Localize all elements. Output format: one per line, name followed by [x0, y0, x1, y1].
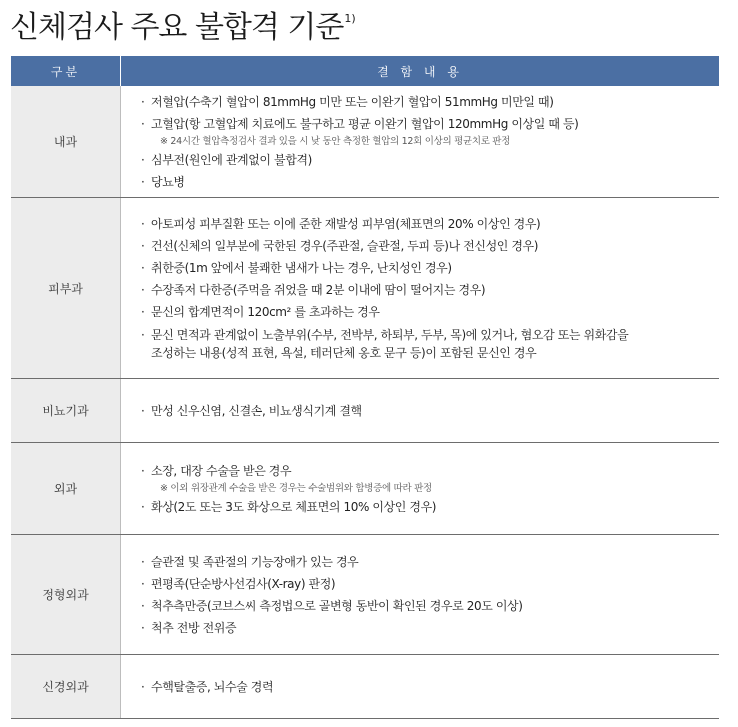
table-header: [11, 56, 719, 86]
list-item: · 척추측만증(코브스씨 측정법으로 골변형 동반이 확인된 경우로 20도 이상): [141, 598, 523, 613]
footnote-marker: 1): [344, 12, 356, 25]
list-item: · 당뇨병: [141, 174, 185, 189]
criteria-table: [11, 56, 719, 719]
table-row-urology: [11, 379, 719, 443]
list-item-continuation: 조성하는 내용(성적 표현, 욕설, 테러단체 옹호 문구 등)이 포함된 문신인 경우: [151, 346, 537, 360]
note: ※ 24시간 혈압측정검사 결과 있을 시 낮 동안 측정한 혈압의 12회 이상의 평균치로 판정: [160, 135, 511, 147]
row-category: 내과: [11, 86, 120, 197]
row-content: [121, 443, 719, 534]
row-category: 외과: [11, 443, 120, 534]
row-content: [121, 86, 719, 197]
list-item: · 소장, 대장 수술을 받은 경우: [141, 463, 292, 478]
table-row-internal-medicine: [11, 86, 719, 198]
note: ※ 이외 위장관계 수술을 받은 경우는 수술범위와 합병증에 따라 판정: [160, 482, 432, 494]
list-item: · 슬관절 및 족관절의 기능장애가 있는 경우: [141, 554, 359, 569]
row-content: [121, 198, 719, 378]
list-item: · 취한증(1m 앞에서 불쾌한 냄새가 나는 경우, 난치성인 경우): [141, 261, 452, 275]
header-category: 구분: [50, 64, 81, 79]
list-item: · 문신의 합계면적이 120cm² 를 초과하는 경우: [141, 305, 380, 319]
row-category: 비뇨기과: [11, 379, 120, 442]
row-content: [121, 535, 719, 654]
row-category: 정형외과: [11, 535, 120, 654]
list-item: · 수장족저 다한증(주먹을 쥐었을 때 2분 이내에 땀이 떨어지는 경우): [141, 283, 486, 297]
list-item: · 수핵탈출증, 뇌수술 경력: [141, 679, 274, 694]
list-item: · 저혈압(수축기 혈압이 81mmHg 미만 또는 이완기 혈압이 51mmHg 미만일 때): [141, 94, 554, 109]
list-item: · 건선(신체의 일부분에 국한된 경우(주관절, 슬관절, 두피 등)나 전신성인 경우): [141, 239, 539, 253]
row-content: [121, 655, 719, 718]
list-item: · 심부전(원인에 관계없이 불합격): [141, 152, 312, 167]
list-item: · 편평족(단순방사선검사(X-ray) 판정): [141, 576, 336, 591]
list-item: · 아토피성 피부질환 또는 이에 준한 재발성 피부염(체표면의 20% 이상인 경우): [141, 217, 541, 231]
row-category: 피부과: [11, 198, 120, 378]
list-item: · 화상(2도 또는 3도 화상으로 체표면의 10% 이상인 경우): [141, 499, 437, 514]
list-item: · 문신 면적과 관계없이 노출부위(수부, 전박부, 하퇴부, 두부, 목)에 있거나, 혐오감 또는 위화감을: [141, 328, 629, 342]
title-text: 신체검사 주요 불합격 기준: [10, 10, 344, 45]
row-content: [121, 379, 719, 442]
table-row-surgery: [11, 443, 719, 535]
row-category: 신경외과: [11, 655, 120, 718]
list-item: · 고혈압(항 고혈압제 치료에도 불구하고 평균 이완기 혈압이 120mmHg 이상일 때 등): [141, 116, 579, 131]
header-content: 결 함 내 용: [377, 64, 463, 79]
list-item: · 척추 전방 전위증: [141, 620, 237, 635]
table-row-dermatology: [11, 198, 719, 379]
list-item: · 만성 신우신염, 신결손, 비뇨생식기계 결핵: [141, 403, 362, 418]
table-row-orthopedics: [11, 535, 719, 655]
page-title: [10, 2, 356, 46]
table-row-neurosurgery: [11, 655, 719, 719]
